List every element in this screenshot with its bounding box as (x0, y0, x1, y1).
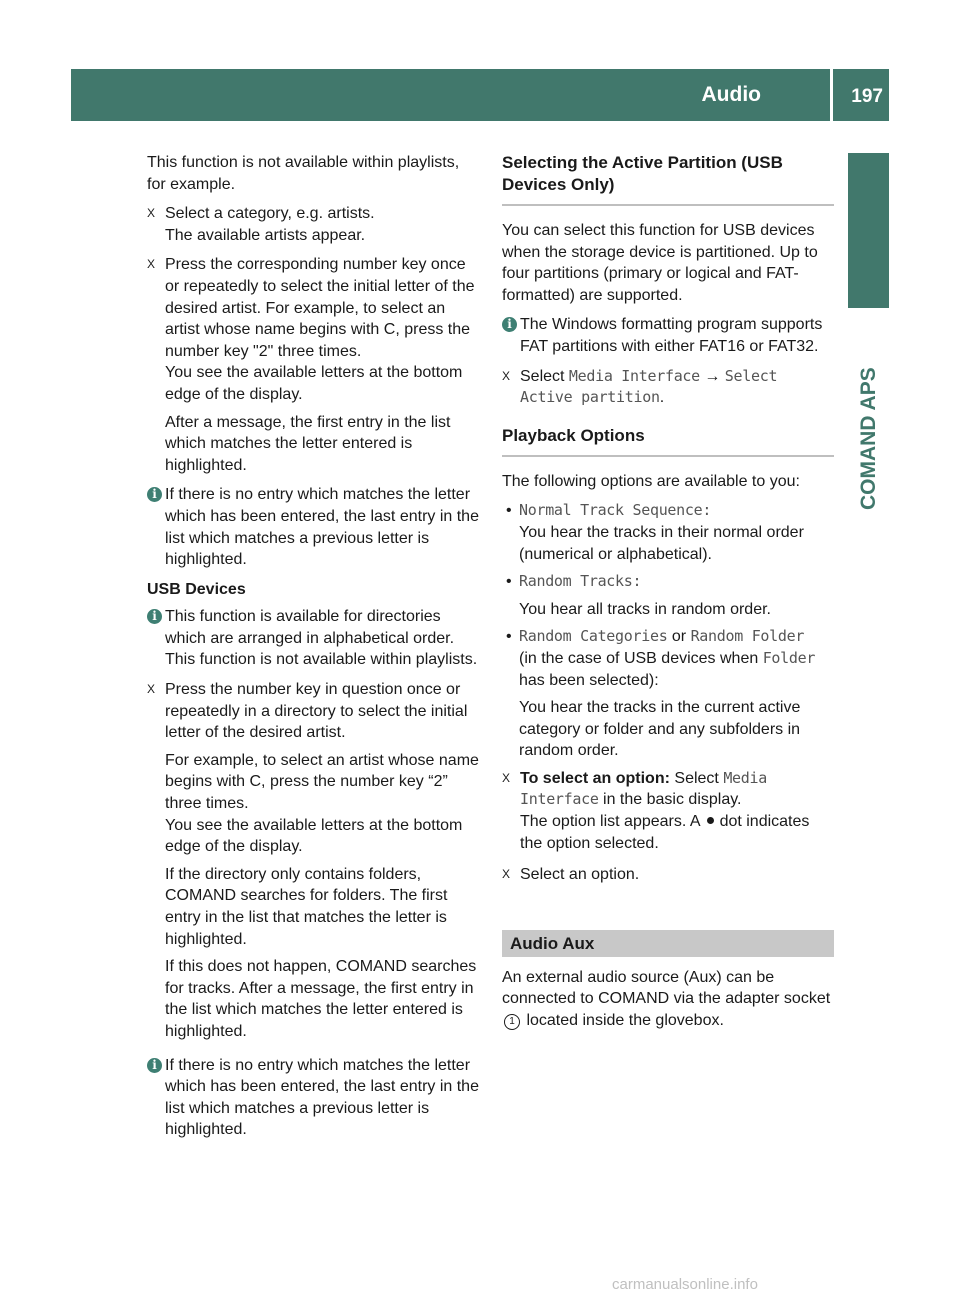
menu-select-active-partition: Select Active partition (520, 366, 778, 407)
step-text (520, 768, 834, 811)
aux-text (502, 967, 834, 1032)
filled-dot-icon (707, 817, 714, 824)
info-icon: i (147, 487, 162, 502)
select-word: Select (674, 769, 719, 787)
step-example: For example, to select an artist whose name begins with C, press the number key “2” three times. (165, 751, 479, 813)
info-note (147, 606, 482, 671)
rest-text: in the basic display. (603, 791, 742, 809)
step-press-number-key (147, 254, 482, 476)
step-select-an-option (502, 864, 834, 886)
header-divider (830, 69, 833, 121)
option-name: Normal Track Sequence: (519, 501, 712, 520)
info-text: If there is no entry which matches the letter which has been entered, the last entry in the list which matches a previous letter is highlighted. (165, 486, 479, 569)
playback-intro: The following options are available to you: (502, 472, 800, 490)
menu-media-interface: Media Interface (568, 366, 700, 385)
bullet-icon: • (506, 573, 512, 591)
step-tracks-note: If this does not happen, COMAND searches for tracks. After a message, the first entry in the list which matches the letter entered is highlighted. (165, 958, 477, 1040)
step-result (520, 811, 834, 854)
arrow-right-icon: → (704, 367, 721, 385)
folder-word: Folder (762, 648, 816, 667)
option-case (519, 648, 834, 691)
section-title: Audio (701, 83, 761, 106)
step-text: Press the corresponding number key once or repeatedly to select the initial letter of the desired artist. For example, to select an artist whose name begins with C, press the number key "2" three times. (165, 256, 475, 360)
partition-text: You can select this function for USB devices when the storage device is partitioned. Up to four partitions (primary or logical and FAT-formatted) are supported. (502, 222, 818, 304)
option-random-tracks (502, 571, 834, 620)
step-directory-number-key (147, 679, 482, 1043)
bullet-icon: • (506, 502, 512, 520)
step-arrow-icon: X (502, 368, 511, 383)
page-number: 197 (851, 86, 883, 107)
step-note: After a message, the first entry in the list which matches the letter entered is highlighted. (165, 413, 451, 474)
step-label: To select an option: (520, 769, 670, 787)
header-bar (71, 69, 889, 121)
period: . (659, 389, 665, 407)
step-arrow-icon: X (502, 770, 511, 785)
step-result: The available artists appear. (165, 226, 366, 244)
step-folders-note: If the directory only contains folders, COMAND searches for folders. The first entry in the list that matches the letter is highlighted. (165, 865, 448, 948)
left-column (147, 152, 482, 1149)
select-word: Select (520, 367, 565, 385)
option-name: Random Folder (690, 627, 805, 646)
info-text: This function is available for directories which are arranged in alphabetical order. This function is not available within playlists. (165, 608, 478, 669)
info-text: If there is no entry which matches the letter which has been entered, the last entry in the list which matches a previous letter is highlighted. (165, 1056, 479, 1139)
step-result: You see the available letters at the bottom edge of the display. (165, 364, 463, 403)
step-select-option-menu (502, 768, 834, 854)
option-desc: You hear the tracks in their normal order (numerical or alphabetical). (519, 523, 804, 563)
step-select-category (147, 203, 482, 246)
result-text: dot indicates the option selected. (520, 813, 810, 852)
step-text: Press the number key in question once or repeatedly in a directory to select the initial letter of the desired artist. (165, 681, 468, 742)
step-arrow-icon: X (147, 206, 156, 221)
callout-1-icon: 1 (504, 1014, 520, 1030)
option-name: Random Categories (519, 627, 668, 646)
step-result: You see the available letters at the bottom edge of the display. (165, 816, 463, 856)
info-note (502, 314, 834, 357)
case-end-text: has been selected): (519, 671, 659, 689)
step-arrow-icon: X (147, 257, 156, 272)
info-icon: i (147, 609, 162, 624)
bullet-icon: • (506, 628, 512, 646)
info-icon: i (502, 317, 517, 332)
step-arrow-icon: X (147, 682, 156, 697)
audio-aux-heading: Audio Aux (502, 930, 834, 957)
step-text: Select an option. (520, 866, 640, 884)
side-tab (848, 153, 889, 308)
info-icon: i (147, 1058, 162, 1073)
partition-heading: Selecting the Active Partition (USB Devices Only) (502, 152, 834, 206)
intro-text: This function is not available within playlists, for example. (147, 154, 460, 193)
option-random-categories (502, 626, 834, 762)
side-tab-label: COMAND APS (857, 367, 880, 510)
usb-devices-heading: USB Devices (147, 580, 246, 598)
aux-text-a: An external audio source (Aux) can be connected to COMAND via the adapter socket (502, 968, 831, 1008)
option-name: Random Tracks: (519, 572, 642, 591)
step-select-partition (502, 366, 834, 409)
option-desc: You hear all tracks in random order. (519, 600, 771, 618)
option-desc: You hear the tracks in the current active category or folder and any subfolders in random order. (519, 699, 801, 760)
option-normal-track (502, 500, 834, 565)
info-note (147, 1055, 482, 1141)
footer-watermark: carmanualsonline.info (612, 1276, 758, 1293)
option-names (519, 626, 834, 648)
step-arrow-icon: X (502, 867, 511, 882)
info-note (147, 484, 482, 570)
case-text: (in the case of USB devices when (519, 649, 759, 667)
info-text: The Windows formatting program supports FAT partitions with either FAT16 or FAT32. (520, 316, 823, 355)
aux-text-b: located inside the glovebox. (526, 1012, 724, 1030)
playback-heading: Playback Options (502, 425, 834, 457)
result-text: The option list appears. A (520, 813, 701, 831)
or-word: or (671, 628, 687, 646)
menu-media-interface: Media Interface (520, 768, 767, 809)
step-text: Select a category, e.g. artists. (165, 205, 375, 223)
right-column (502, 152, 834, 1040)
